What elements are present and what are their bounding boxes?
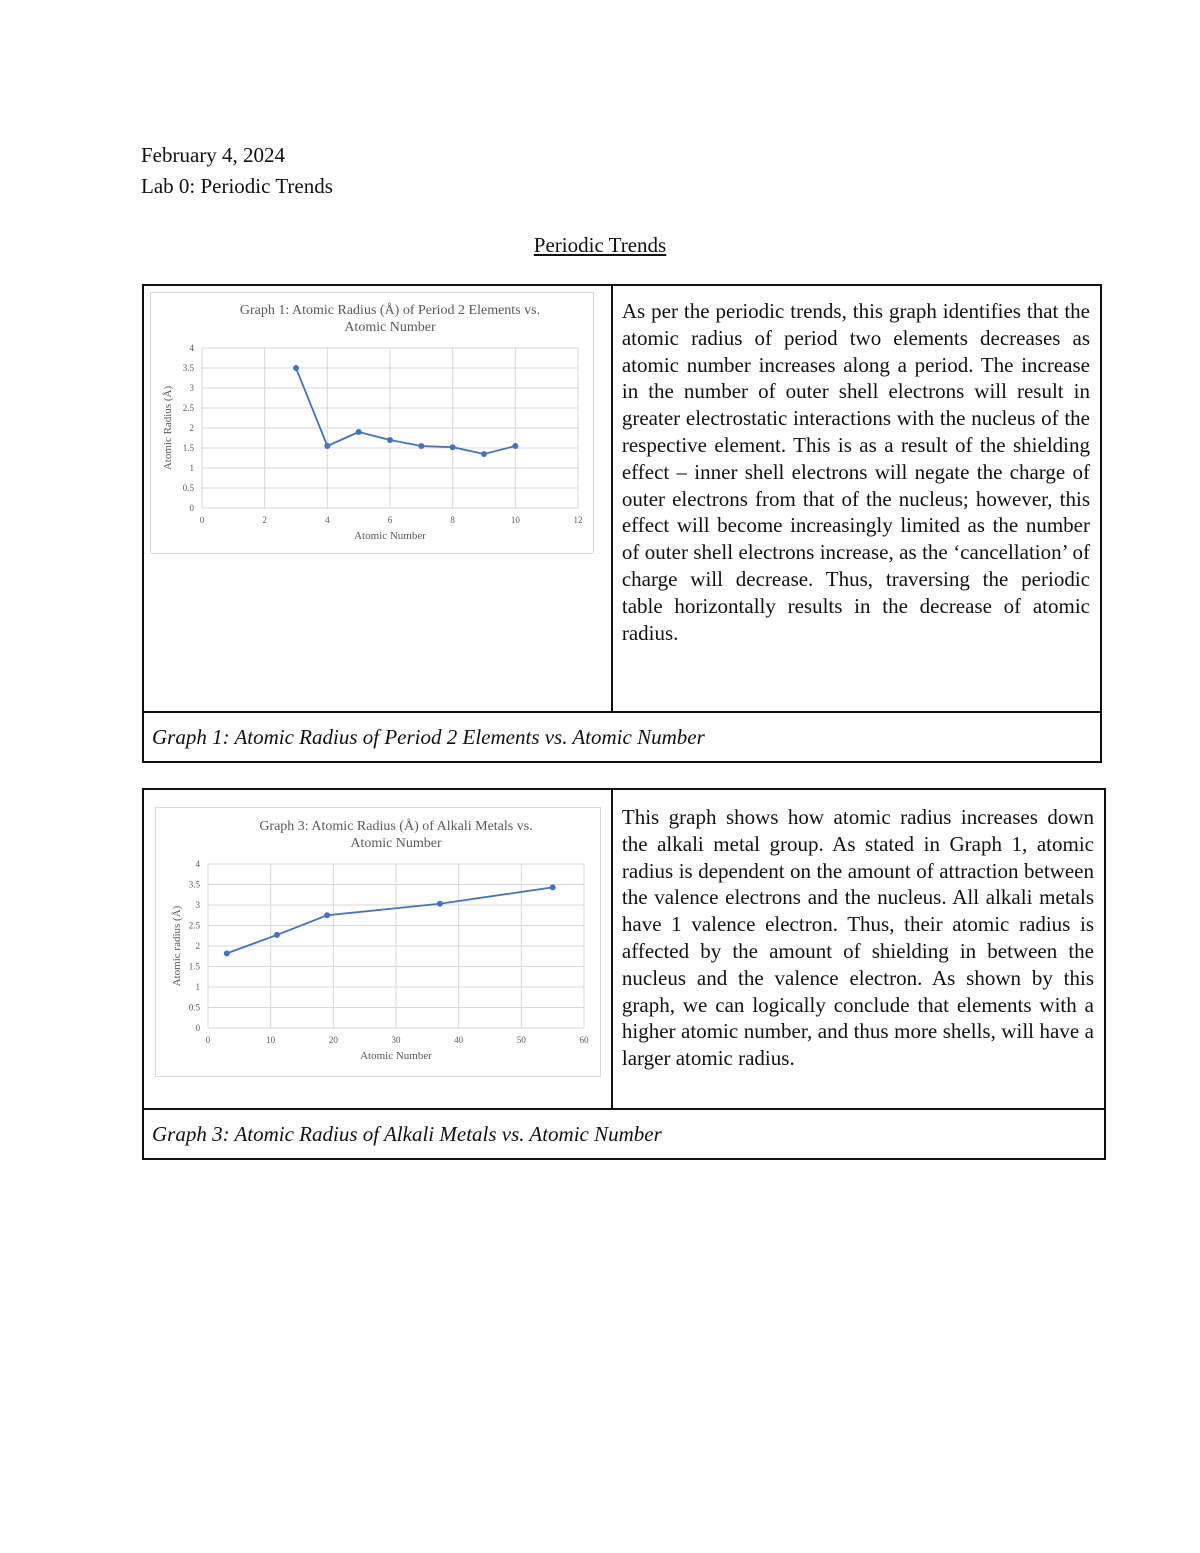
chart-1-point-0: [293, 365, 299, 371]
chart-2-point-0: [224, 950, 230, 956]
chart-1-xtick-2: 4: [325, 515, 330, 525]
graph-cell-2: [143, 789, 612, 1109]
chart-2-point-2: [324, 912, 330, 918]
chart-1-point-5: [450, 444, 456, 450]
caption-cell-2: [143, 1109, 1105, 1159]
chart-2-title-line-1: Atomic Number: [350, 836, 442, 851]
chart-2-xtick-2: 20: [328, 1035, 338, 1045]
chart-2-ylabel: Atomic radius (Å): [171, 905, 183, 987]
graph-cell-1: [143, 285, 612, 712]
chart-1-ytick-1: 0.5: [182, 483, 194, 493]
graph-table-1: [142, 284, 1102, 763]
chart-1-ytick-4: 2: [189, 423, 194, 433]
chart-1-point-1: [324, 443, 330, 449]
chart-2-ytick-7: 3.5: [188, 879, 200, 890]
chart-1-ytick-8: 4: [189, 343, 194, 353]
chart-1-ytick-5: 2.5: [182, 403, 194, 413]
chart-1-xlabel: Atomic Number: [354, 530, 426, 542]
chart-2-point-3: [437, 901, 443, 907]
chart-1-ytick-6: 3: [189, 383, 194, 393]
chart-1-ylabel: Atomic Radius (Å): [162, 385, 174, 471]
chart-1-xtick-3: 6: [387, 515, 393, 525]
chart-2-ytick-5: 2.5: [188, 920, 200, 931]
chart-1-xtick-4: 8: [450, 515, 455, 525]
graph-table-2: [142, 788, 1106, 1160]
chart-2-xtick-1: 10: [266, 1035, 276, 1045]
lab-title: Lab 0: Periodic Trends: [141, 174, 333, 198]
chart-frame-2: [155, 807, 601, 1077]
caption-2: Graph 3: Atomic Radius of Alkali Metals vs. Atomic Number: [152, 1122, 662, 1146]
chart-2-xtick-4: 40: [454, 1035, 464, 1045]
chart-1-point-4: [418, 443, 424, 449]
chart-1-xtick-1: 2: [262, 515, 267, 525]
description-text-2: This graph shows how atomic radius increases down the alkali metal group. As stated in Graph 1, atomic radius is dependent on the amount of attraction between the valence electrons and the nucleus. All alkali metals have 1 valence electron. Thus, their atomic radius is affected by the amount of shielding in between the nucleus and the valence electron. As shown by this graph, we can logically conclude that elements with a higher atomic number, and thus more shells, will have a larger atomic radius.: [621, 805, 1094, 1071]
caption-cell-1: [143, 712, 1101, 762]
caption-1: Graph 1: Atomic Radius of Period 2 Elements vs. Atomic Number: [152, 725, 705, 749]
chart-2-xtick-3: 30: [391, 1035, 401, 1045]
chart-1-title-line-0: Graph 1: Atomic Radius (Å) of Period 2 Elements vs.: [239, 303, 541, 318]
page-title: Periodic Trends: [533, 233, 667, 257]
chart-1-point-6: [481, 451, 487, 457]
chart-2-xlabel: Atomic Number: [360, 1050, 432, 1062]
chart-2-xtick-6: 60: [579, 1035, 589, 1045]
chart-1: [151, 293, 593, 553]
chart-2: [156, 808, 600, 1076]
chart-2-point-4: [550, 884, 556, 890]
chart-1-xtick-6: 12: [573, 515, 583, 525]
chart-2-ytick-2: 1: [195, 982, 200, 992]
chart-1-point-3: [387, 437, 393, 443]
chart-1-ytick-0: 0: [189, 503, 194, 513]
chart-2-ytick-1: 0.5: [188, 1002, 200, 1013]
chart-1-ytick-2: 1: [189, 463, 194, 473]
chart-1-ytick-3: 1.5: [182, 443, 194, 453]
chart-2-ytick-8: 4: [195, 859, 200, 869]
chart-2-title-line-0: Graph 3: Atomic Radius (Å) of Alkali Metals vs.: [259, 819, 533, 834]
chart-2-xtick-5: 50: [516, 1035, 526, 1045]
document-date: February 4, 2024: [141, 143, 286, 167]
chart-2-ytick-4: 2: [195, 941, 200, 951]
chart-1-point-2: [356, 429, 362, 435]
description-text-1: As per the periodic trends, this graph identifies that the atomic radius of period two elements decreases as atomic number increases along a period. The increase in the number of outer shell electrons will result in greater electrostatic interactions with the nucleus of the respective element. This is as a result of the shielding effect – inner shell electrons will negate the charge of outer electrons from that of the nucleus; however, this effect will become increasingly limited as the number of outer shell electrons increase, as the ‘cancellation’ of charge will decrease. Thus, traversing the periodic table horizontally results in the decrease of atomic radius.: [621, 299, 1090, 645]
chart-1-point-7: [512, 443, 518, 449]
chart-2-ytick-6: 3: [195, 900, 200, 910]
chart-1-series-line: [296, 368, 515, 454]
description-cell-2: [612, 789, 1105, 1109]
chart-2-series-line: [227, 887, 553, 953]
chart-1-title-line-1: Atomic Number: [344, 320, 436, 335]
chart-1-xtick-0: 0: [199, 515, 205, 525]
chart-2-point-1: [274, 932, 280, 938]
chart-2-ytick-3: 1.5: [188, 961, 200, 972]
chart-frame-1: [150, 292, 594, 554]
chart-1-xtick-5: 10: [510, 515, 520, 525]
chart-2-xtick-0: 0: [205, 1035, 211, 1045]
description-cell-1: [612, 285, 1101, 712]
chart-1-ytick-7: 3.5: [182, 363, 194, 373]
chart-2-ytick-0: 0: [195, 1023, 200, 1033]
